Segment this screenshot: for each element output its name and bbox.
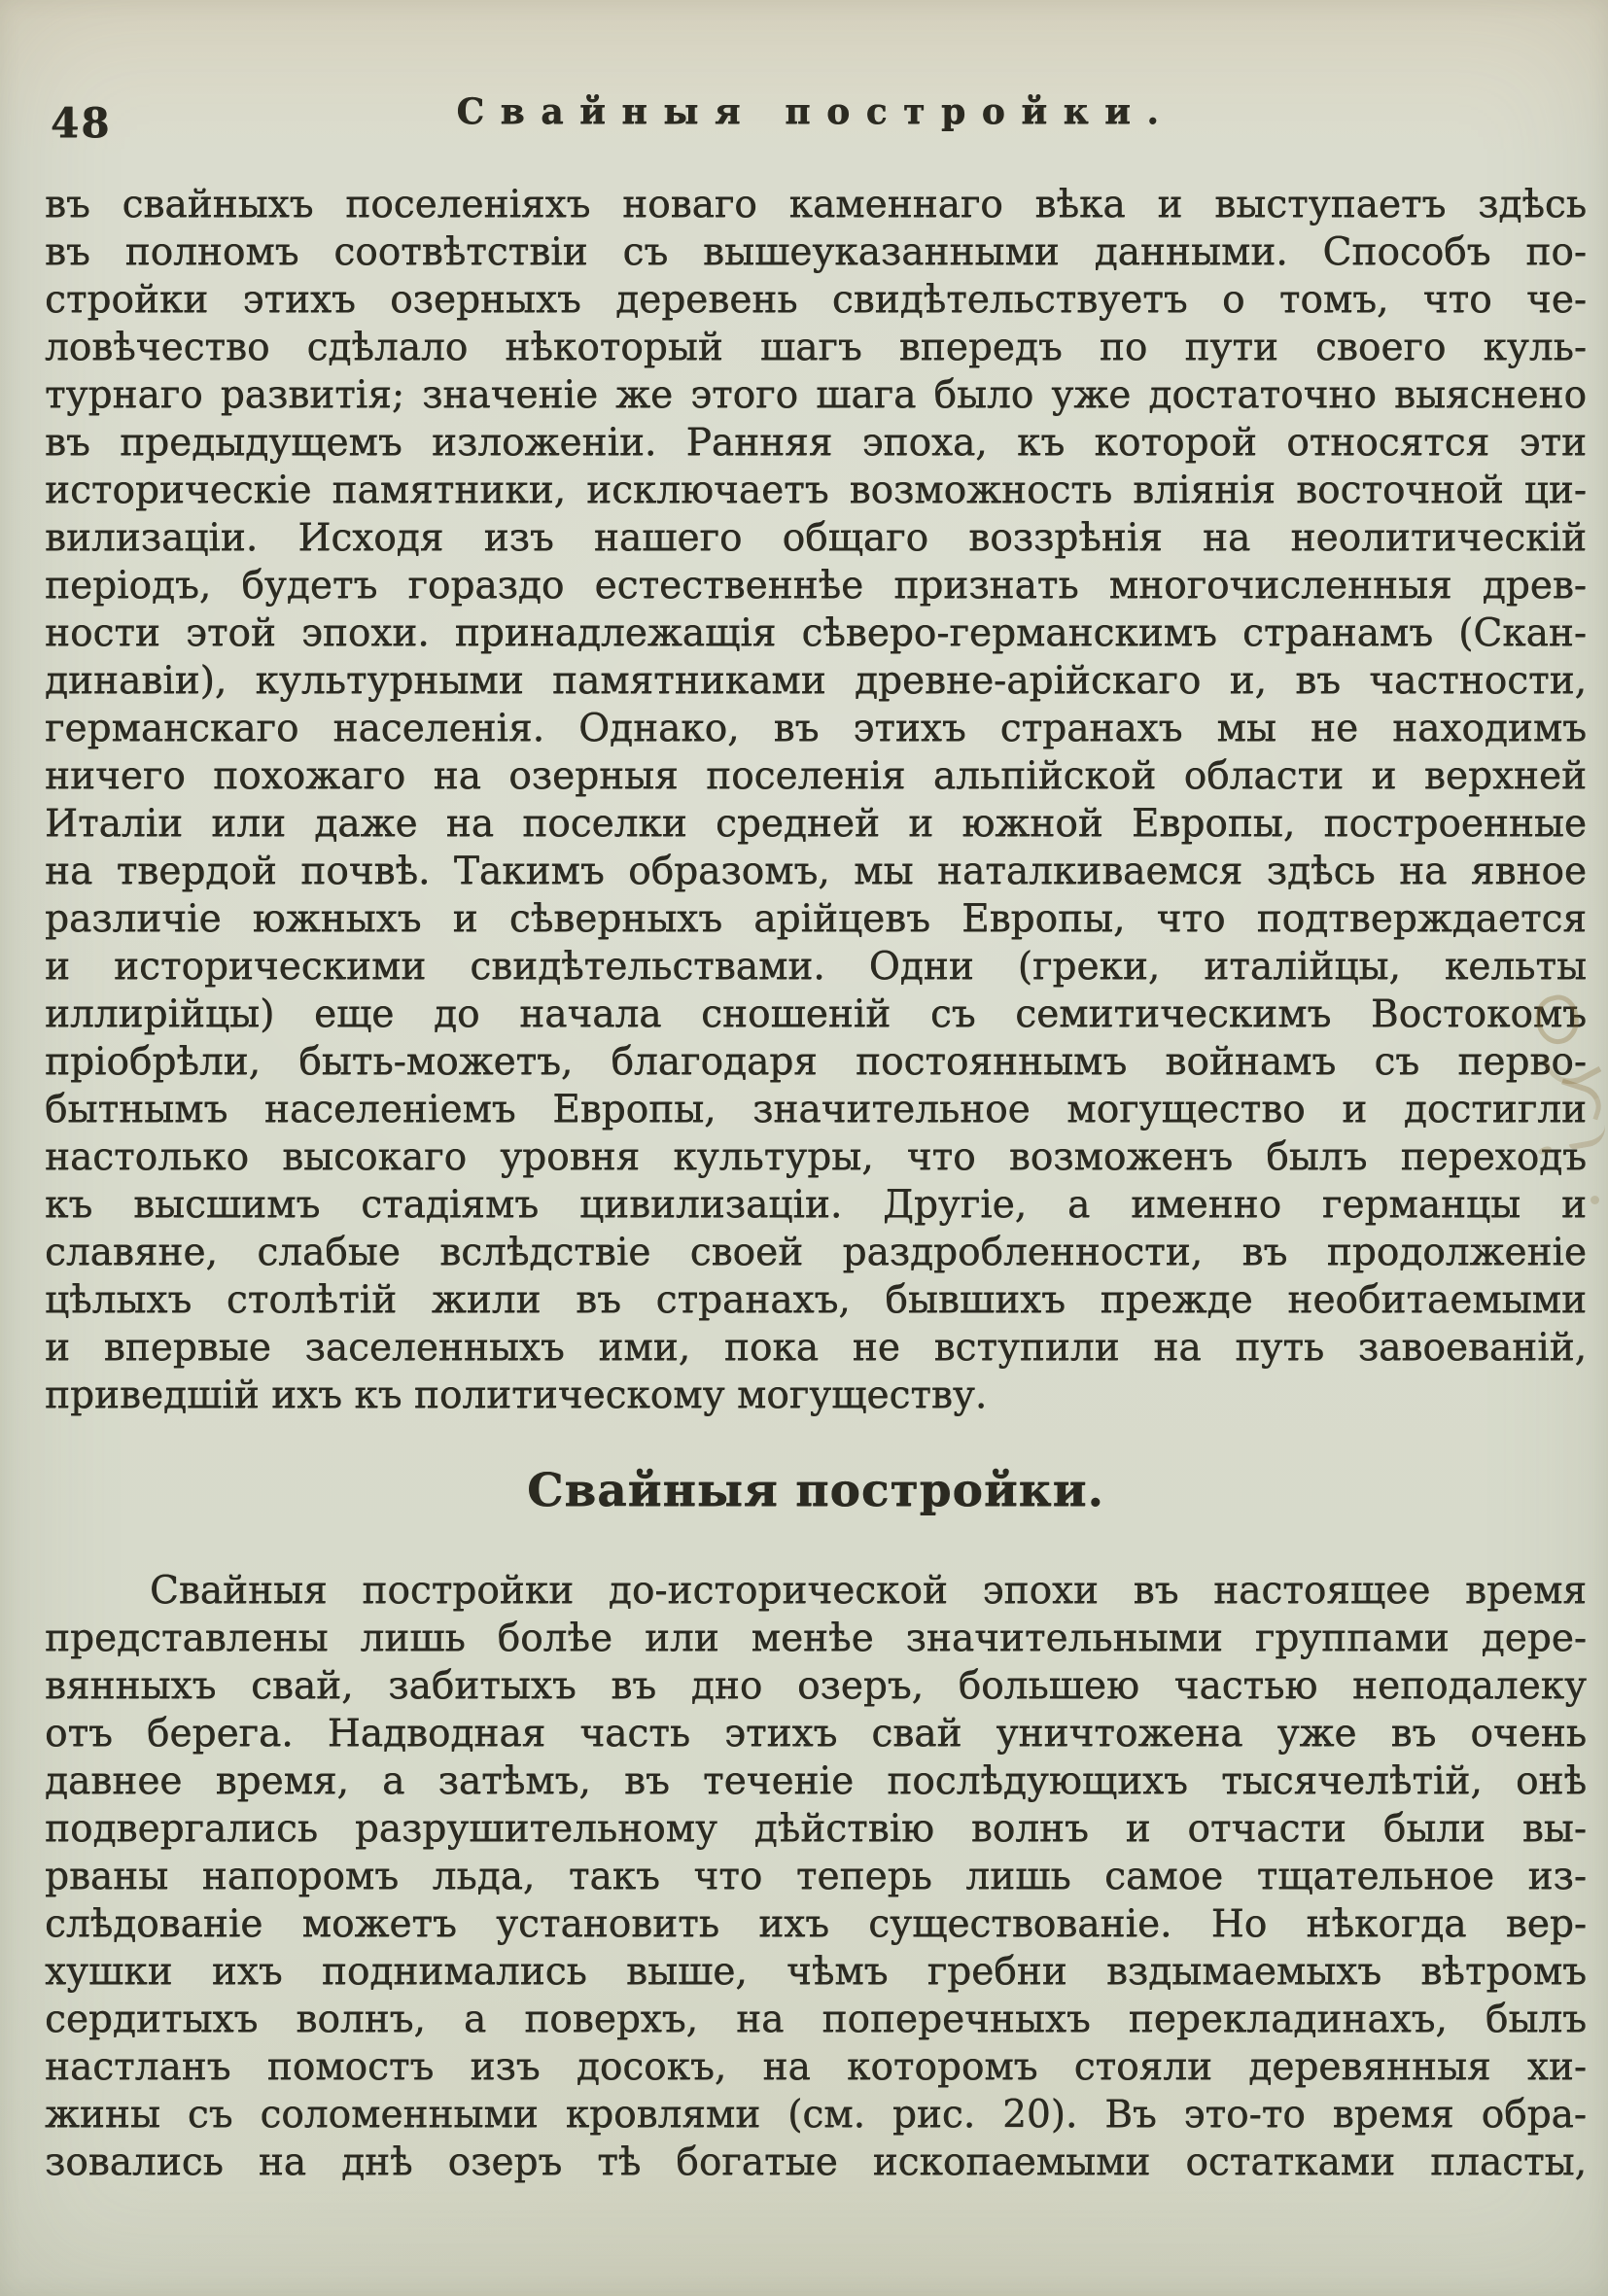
section-heading: Свайныя постройки.	[527, 1464, 1104, 1517]
text-line: зовались на днѣ озеръ тѣ богатые ископаемыми остатками пласты,	[45, 2140, 1587, 2184]
text-line: хушки ихъ поднимались выше, чѣмъ гребни вздымаемыхъ вѣтромъ	[45, 1950, 1587, 1994]
text-line: германскаго населенія. Однако, въ этихъ странахъ мы не находимъ	[45, 707, 1587, 750]
text-line: и впервые заселенныхъ ими, пока не вступили на путь завоеваній,	[45, 1326, 1587, 1370]
text-line: сердитыхъ волнъ, а поверхъ, на поперечныхъ перекладинахъ, былъ	[45, 1998, 1587, 2041]
text-line: ничего похожаго на озерныя поселенія альпійской области и верхней	[45, 754, 1587, 798]
text-line: настланъ помостъ изъ досокъ, на которомъ стояли деревянныя хи-	[45, 2045, 1587, 2089]
text-line: періодъ, будетъ гораздо естественнѣе признать многочисленныя древ-	[45, 564, 1587, 608]
paragraph-2	[45, 1567, 1587, 2186]
text-line: турнаго развитія; значеніе же этого шага было уже достаточно выяснено	[45, 373, 1587, 417]
text-line: вилизаціи. Исходя изъ нашего общаго воззрѣнія на неолитическій	[45, 516, 1587, 560]
text-line: въ полномъ соотвѣтствіи съ вышеуказанными данными. Способъ по-	[45, 230, 1587, 274]
text-line: представлены лишь болѣе или менѣе значительными группами дере-	[45, 1617, 1587, 1660]
ink-smudge	[1591, 1196, 1599, 1204]
text-line: динавіи), культурными памятниками древне-арійскаго и, въ частности,	[45, 659, 1587, 703]
text-line: цѣлыхъ столѣтій жили въ странахъ, бывшихъ прежде необитаемыми	[45, 1278, 1587, 1322]
text-line: вянныхъ свай, забитыхъ въ дно озеръ, большею частью неподалеку	[45, 1664, 1587, 1708]
text-line: рваны напоромъ льда, такъ что теперь лишь самое тщательное из-	[45, 1855, 1587, 1898]
text-line: въ свайныхъ поселеніяхъ новаго каменнаго вѣка и выступаетъ здѣсь	[45, 183, 1587, 226]
text-line: подвергались разрушительному дѣйствію волнъ и отчасти были вы-	[45, 1807, 1587, 1851]
text-line: и историческими свидѣтельствами. Одни (греки, италійцы, кельты	[45, 945, 1587, 989]
running-head: Свайныя постройки.	[456, 91, 1175, 132]
text-line: славяне, слабые вслѣдствіе своей раздробленности, въ продолженіе	[45, 1231, 1587, 1274]
text-line: давнее время, а затѣмъ, въ теченіе послѣдующихъ тысячелѣтій, онѣ	[45, 1759, 1587, 1803]
text-line: слѣдованіе можетъ установить ихъ существованіе. Но нѣкогда вер-	[45, 1902, 1587, 1946]
text-line: историческіе памятники, исключаетъ возможность вліянія восточной ци-	[45, 469, 1587, 512]
text-line: пріобрѣли, быть-можетъ, благодаря постояннымъ войнамъ съ перво-	[45, 1040, 1587, 1084]
text-line: въ предыдущемъ изложеніи. Ранняя эпоха, къ которой относятся эти	[45, 421, 1587, 465]
text-line: отъ берега. Надводная часть этихъ свай уничтожена уже въ очень	[45, 1712, 1587, 1756]
text-line: различіе южныхъ и сѣверныхъ арійцевъ Европы, что подтверждается	[45, 897, 1587, 941]
text-line: бытнымъ населеніемъ Европы, значительное могущество и достигли	[45, 1088, 1587, 1131]
text-line: ности этой эпохи. принадлежащія сѣверо-германскимъ странамъ (Скан-	[45, 611, 1587, 655]
text-line: иллирійцы) еще до начала сношеній съ семитическимъ Востокомъ	[45, 992, 1587, 1036]
text-line: настолько высокаго уровня культуры, что возможенъ былъ переходъ	[45, 1135, 1587, 1179]
text-line: къ высшимъ стадіямъ цивилизаціи. Другіе, а именно германцы и	[45, 1183, 1587, 1227]
paragraph-1	[45, 181, 1587, 1419]
text-line: Италіи или даже на поселки средней и южной Европы, построенные	[45, 802, 1587, 846]
text-line: ловѣчество сдѣлало нѣкоторый шагъ впередъ по пути своего куль-	[45, 326, 1587, 369]
text-line: стройки этихъ озерныхъ деревень свидѣтельствуетъ о томъ, что че-	[45, 278, 1587, 322]
text-line: Свайныя постройки до-исторической эпохи въ настоящее время	[150, 1569, 1587, 1613]
text-line: на твердой почвѣ. Такимъ образомъ, мы наталкиваемся здѣсь на явное	[45, 850, 1587, 893]
text-line: приведшій ихъ къ политическому могуществу.	[45, 1374, 988, 1417]
page-number: 48	[51, 99, 112, 147]
text-line: жины съ соломенными кровлями (см. рис. 20). Въ это-то время обра-	[45, 2093, 1587, 2137]
